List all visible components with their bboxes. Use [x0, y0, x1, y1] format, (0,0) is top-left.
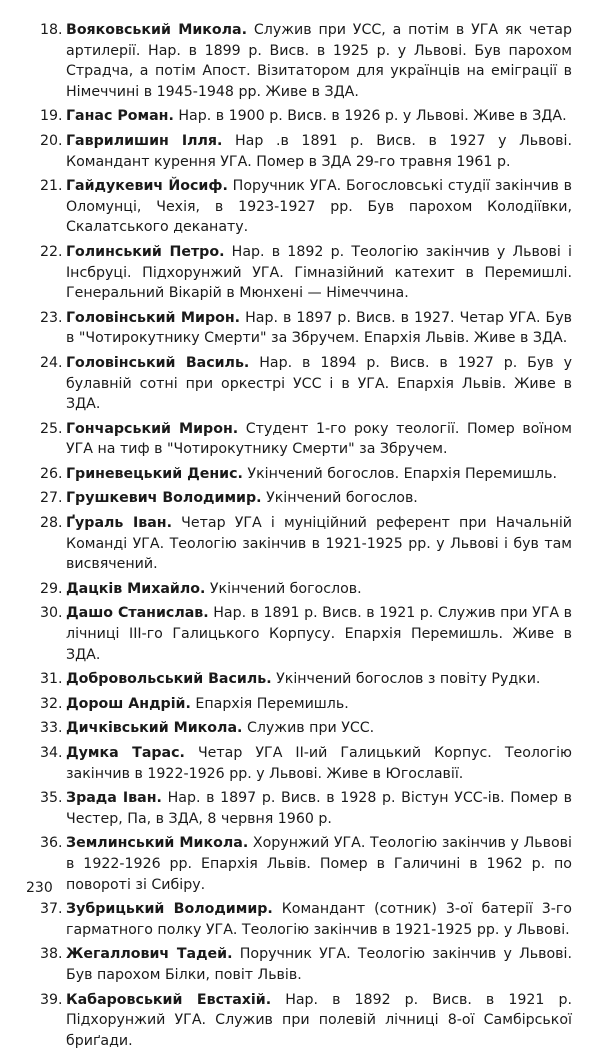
entry-text: Нар. в 1900 р. Висв. в 1926 р. у Львові. Живе в ЗДА.: [178, 108, 567, 125]
list-item: [40, 488, 572, 509]
list-item: [40, 603, 572, 665]
entry-body: [66, 743, 572, 784]
entry-text: Служив при УСС.: [246, 720, 375, 737]
entry-number: 35.: [40, 790, 63, 807]
list-item: [40, 833, 572, 895]
entry-text: Нар. в 1897 р. Висв. в 1927. Четар УГА. Був в "Чотирокутнику Смерти" за Збручем. Епархія Львів. Живе в ЗДА.: [66, 309, 573, 347]
list-item: [40, 308, 572, 349]
entry-body: [66, 176, 572, 238]
entry-body: [66, 694, 572, 715]
entry-number: 27.: [40, 490, 63, 507]
entry-number: 39.: [40, 991, 63, 1008]
entry-list: [40, 20, 572, 1055]
entry-body: [66, 131, 572, 172]
entry-name: Дорош Андрій.: [66, 695, 191, 712]
entry-name: Грушкевич Володимир.: [66, 490, 262, 507]
list-item: [40, 743, 572, 784]
entry-text: Укінчений богослов з повіту Рудки.: [276, 671, 541, 688]
entry-name: Дичківський Микола.: [66, 720, 243, 737]
entry-text: Нар. в 1897 р. Висв. в 1928 р. Вістун УСС-ів. Помер в Честер, Па, в ЗДА, 8 червня 1960 р.: [66, 790, 572, 827]
entry-number: 28.: [40, 515, 63, 532]
entry-name: Дашо Станислав.: [66, 605, 209, 622]
entry-text: Поручник УГА. Богословські студії закінчив в Оломунці, Чехія, в 1923-1927 рр. Був парохом Колодіївки, Скалатського деканату.: [66, 178, 572, 236]
list-item: [40, 353, 572, 415]
entry-number: 18.: [40, 22, 63, 38]
entry-text: Укінчений богослов.: [266, 490, 418, 507]
entry-text: Нар. в 1891 р. Висв. в 1921 р. Служив при УГА в лічниці ІІІ-го Галицького Корпусу. Епархія Перемишль. Живе в ЗДА.: [66, 605, 572, 663]
entry-body: [66, 718, 572, 739]
entry-name: Вояковський Микола.: [66, 22, 247, 38]
entry-number: 21.: [40, 178, 63, 195]
list-item: [40, 694, 572, 715]
entry-body: [66, 308, 572, 349]
entry-text: Четар УГА і муніційний референт при Начальній Команді УГА. Теологію закінчив в 1921-1925 рр. у Львові і був там висвячений.: [66, 515, 573, 573]
list-item: [40, 899, 572, 940]
entry-body: [66, 488, 572, 509]
entry-name: Ганас Роман.: [66, 108, 174, 125]
entry-name: Дацків Михайло.: [66, 580, 206, 597]
entry-name: Зубрицький Володимир.: [66, 901, 273, 918]
entry-text: Епархія Перемишль.: [195, 695, 349, 712]
entry-body: [66, 464, 572, 485]
entry-name: Гайдукевич Йосиф.: [66, 178, 228, 195]
entry-number: 38.: [40, 946, 63, 963]
entry-name: Голинський Петро.: [66, 243, 225, 260]
list-item: [40, 513, 572, 575]
entry-text: Хорунжий УГА. Теологію закінчив у Львові в 1922-1926 рр. Епархія Львів. Помер в Галичині в 1962 р. по повороті зі Сибіру.: [66, 835, 572, 893]
entry-body: [66, 788, 572, 829]
entry-number: 29.: [40, 580, 63, 597]
entry-number: 32.: [40, 695, 63, 712]
entry-number: 22.: [40, 243, 63, 260]
page-number: 230: [26, 880, 53, 896]
entry-number: 31.: [40, 671, 63, 688]
entry-body: [66, 990, 572, 1052]
entry-text: Укінчений богослов.: [209, 580, 362, 597]
entry-text: Нар. в 1894 р. Висв. в 1927 р. Був у булавній сотні при оркестрі УСС і в УГА. Епархія Львів. Живе в ЗДА.: [66, 354, 572, 413]
entry-text: Четар УГА ІІ-ий Галицький Корпус. Теологію закінчив в 1922-1926 рр. у Львові. Живе в Югославії.: [66, 745, 572, 782]
entry-body: [66, 419, 572, 460]
entry-body: [66, 579, 572, 600]
entry-number: 37.: [40, 901, 63, 918]
list-item: [40, 176, 572, 238]
entry-text: Нар. в 1892 р. Теологію закінчив у Львові і Інсбруці. Підхорунжий УГА. Гімназійний катехит в Перемишлі. Генеральний Вікарій в Мюнхені — Німеччина.: [66, 243, 572, 302]
entry-text: Нар. в 1892 р. Висв. в 1921 р. Підхорунжий УГА. Служив при полевій лічниці 8-ої Самбірської бриґади.: [66, 991, 572, 1049]
list-item: [40, 242, 572, 304]
list-item: [40, 718, 572, 739]
entry-number: 19.: [40, 108, 63, 125]
entry-number: 25.: [40, 420, 63, 437]
entry-name: Головінський Василь.: [66, 354, 250, 371]
entry-number: 34.: [40, 745, 63, 761]
entry-body: [66, 353, 572, 415]
entry-name: Землинський Микола.: [66, 835, 249, 852]
entry-text: Служив при УСС, а потім в УГА як четар артилерії. Нар. в 1899 р. Висв. в 1925 р. у Львові. Був парохом Страдча, а потім Апост. Візитатором для українців на еміграції в Німеччині в 1945-1948 рр. Живе в ЗДА.: [66, 22, 572, 100]
entry-name: Думка Тарас.: [66, 745, 185, 761]
entry-body: [66, 833, 572, 895]
entry-name: Зрада Іван.: [66, 790, 162, 807]
entry-number: 24.: [40, 354, 63, 371]
list-item: [40, 419, 572, 460]
list-item: [40, 669, 572, 690]
entry-number: 30.: [40, 605, 63, 622]
list-item: [40, 990, 572, 1052]
entry-number: 36.: [40, 835, 63, 852]
list-item: [40, 788, 572, 829]
list-item: [40, 944, 572, 985]
list-item: [40, 464, 572, 485]
entry-body: [66, 513, 572, 575]
entry-name: Головінський Мирон.: [66, 309, 241, 326]
entry-text: Поручник УГА. Теологію закінчив у Львові. Був парохом Білки, повіт Львів.: [66, 946, 572, 983]
entry-number: 23.: [40, 309, 63, 326]
entry-name: Гриневецький Денис.: [66, 465, 243, 482]
list-item: [40, 579, 572, 600]
entry-number: 20.: [40, 132, 63, 149]
entry-number: 26.: [40, 465, 63, 482]
entry-body: [66, 106, 572, 127]
entry-body: [66, 944, 572, 985]
entry-body: [66, 603, 572, 665]
entry-body: [66, 899, 572, 940]
entry-body: [66, 20, 572, 102]
entry-number: 33.: [40, 720, 63, 737]
entry-name: Добровольський Василь.: [66, 671, 272, 688]
entry-text: Укінчений богослов. Епархія Перемишль.: [247, 465, 557, 482]
entry-text: Нар .в 1891 р. Висв. в 1927 у Львові. Командант курення УГА. Помер в ЗДА 29-го травня 1961 р.: [66, 132, 572, 170]
entry-body: [66, 669, 572, 690]
entry-text: Командант (сотник) 3-ої батерії 3-го гарматного полку УГА. Теологію закінчив в 1921-1925 рр. у Львові.: [66, 901, 572, 938]
list-item: [40, 106, 572, 127]
entry-name: Ґураль Іван.: [66, 515, 172, 532]
entry-name: Кабаровський Евстахій.: [66, 991, 272, 1008]
entry-name: Жегаллович Тадей.: [66, 946, 233, 963]
entry-name: Гаврилишин Ілля.: [66, 132, 223, 149]
list-item: [40, 131, 572, 172]
list-item: [40, 20, 572, 102]
entry-name: Гончарський Мирон.: [66, 420, 239, 437]
entry-text: Студент 1-го року теології. Помер воїном УГА на тиф в "Чотирокутнику Смерти" за Збручем.: [66, 420, 573, 458]
entry-body: [66, 242, 572, 304]
